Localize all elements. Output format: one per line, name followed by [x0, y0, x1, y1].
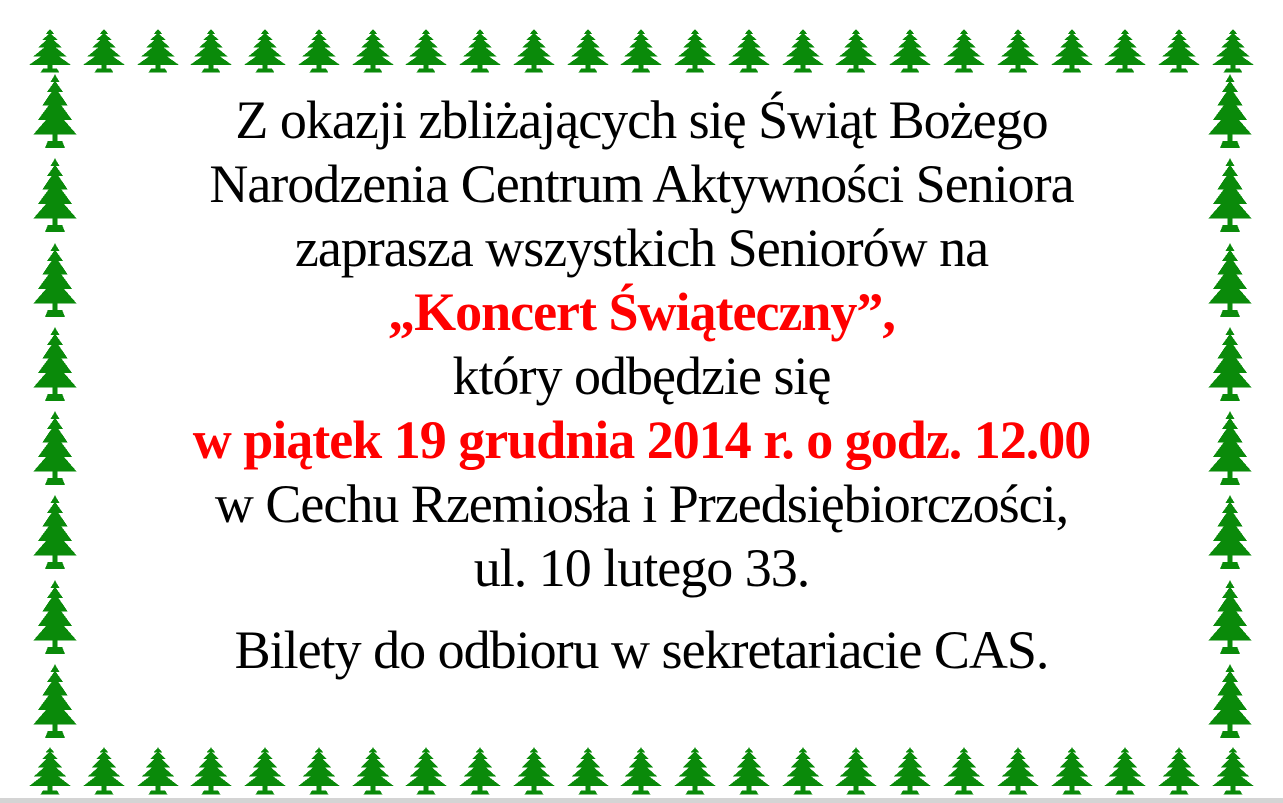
christmas-tree-icon	[723, 746, 775, 796]
christmas-tree-icon	[1203, 241, 1257, 319]
christmas-tree-icon	[1153, 28, 1205, 74]
christmas-tree-icon	[347, 746, 399, 796]
christmas-tree-icon	[293, 746, 345, 796]
christmas-tree-icon	[615, 746, 667, 796]
christmas-tree-icon	[400, 28, 452, 74]
tree-border-bottom	[24, 746, 1259, 796]
christmas-tree-icon	[562, 746, 614, 796]
christmas-tree-icon	[938, 746, 990, 796]
christmas-tree-icon	[28, 578, 82, 656]
christmas-tree-icon	[1046, 28, 1098, 74]
tree-border-right	[1201, 72, 1259, 740]
christmas-tree-icon	[723, 28, 775, 74]
venue-line: w Cechu Rzemiosła i Przedsiębiorczości,	[214, 474, 1069, 534]
christmas-tree-icon	[185, 746, 237, 796]
christmas-tree-icon	[1046, 746, 1098, 796]
christmas-tree-icon	[24, 28, 76, 74]
christmas-tree-icon	[992, 28, 1044, 74]
occasion-line-2: Narodzenia Centrum Aktywności Seniora	[209, 154, 1074, 214]
christmas-tree-icon	[830, 28, 882, 74]
christmas-tree-icon	[992, 746, 1044, 796]
invite-line: zaprasza wszystkich Seniorów na	[294, 218, 989, 278]
christmas-tree-icon	[1203, 325, 1257, 403]
christmas-tree-icon	[78, 746, 130, 796]
christmas-tree-icon	[1207, 28, 1259, 74]
christmas-tree-icon	[454, 28, 506, 74]
christmas-tree-icon	[28, 409, 82, 487]
christmas-tree-icon	[28, 325, 82, 403]
address-line: ul. 10 lutego 33.	[473, 538, 810, 598]
christmas-tree-icon	[884, 746, 936, 796]
christmas-tree-icon	[777, 28, 829, 74]
christmas-tree-icon	[28, 493, 82, 571]
christmas-tree-icon	[1153, 746, 1205, 796]
christmas-tree-icon	[1203, 72, 1257, 150]
christmas-tree-icon	[884, 28, 936, 74]
christmas-tree-icon	[293, 28, 345, 74]
invitation-text	[82, 88, 1201, 682]
christmas-tree-icon	[508, 746, 560, 796]
event-datetime: w piątek 19 grudnia 2014 r. o godz. 12.00	[192, 410, 1091, 470]
christmas-tree-icon	[28, 156, 82, 234]
christmas-tree-icon	[1099, 28, 1151, 74]
christmas-tree-icon	[78, 28, 130, 74]
christmas-tree-icon	[1203, 409, 1257, 487]
christmas-tree-icon	[24, 746, 76, 796]
christmas-tree-icon	[1203, 493, 1257, 571]
christmas-tree-icon	[454, 746, 506, 796]
christmas-tree-icon	[28, 241, 82, 319]
christmas-tree-icon	[185, 28, 237, 74]
tree-border-top	[24, 28, 1259, 74]
christmas-tree-icon	[28, 72, 82, 150]
christmas-tree-icon	[669, 746, 721, 796]
christmas-tree-icon	[1099, 746, 1151, 796]
christmas-tree-icon	[938, 28, 990, 74]
occasion-line-1: Z okazji zbliżających się Świąt Bożego	[235, 90, 1048, 150]
event-phrase: który odbędzie się	[452, 346, 831, 406]
event-title: „Koncert Świąteczny”,	[388, 282, 895, 342]
christmas-tree-icon	[669, 28, 721, 74]
christmas-tree-icon	[400, 746, 452, 796]
christmas-tree-icon	[508, 28, 560, 74]
christmas-tree-icon	[239, 746, 291, 796]
christmas-tree-icon	[1203, 578, 1257, 656]
window-edge-strip	[0, 798, 1283, 803]
christmas-tree-icon	[239, 28, 291, 74]
christmas-tree-icon	[28, 662, 82, 740]
christmas-tree-icon	[615, 28, 667, 74]
christmas-tree-icon	[1203, 156, 1257, 234]
christmas-tree-icon	[830, 746, 882, 796]
christmas-tree-icon	[777, 746, 829, 796]
christmas-tree-icon	[1203, 662, 1257, 740]
christmas-tree-icon	[347, 28, 399, 74]
tickets-line: Bilety do odbioru w sekretariacie CAS.	[234, 620, 1049, 680]
christmas-tree-icon	[562, 28, 614, 74]
tree-border-left	[26, 72, 84, 740]
christmas-tree-icon	[1207, 746, 1259, 796]
christmas-tree-icon	[132, 746, 184, 796]
christmas-tree-icon	[132, 28, 184, 74]
